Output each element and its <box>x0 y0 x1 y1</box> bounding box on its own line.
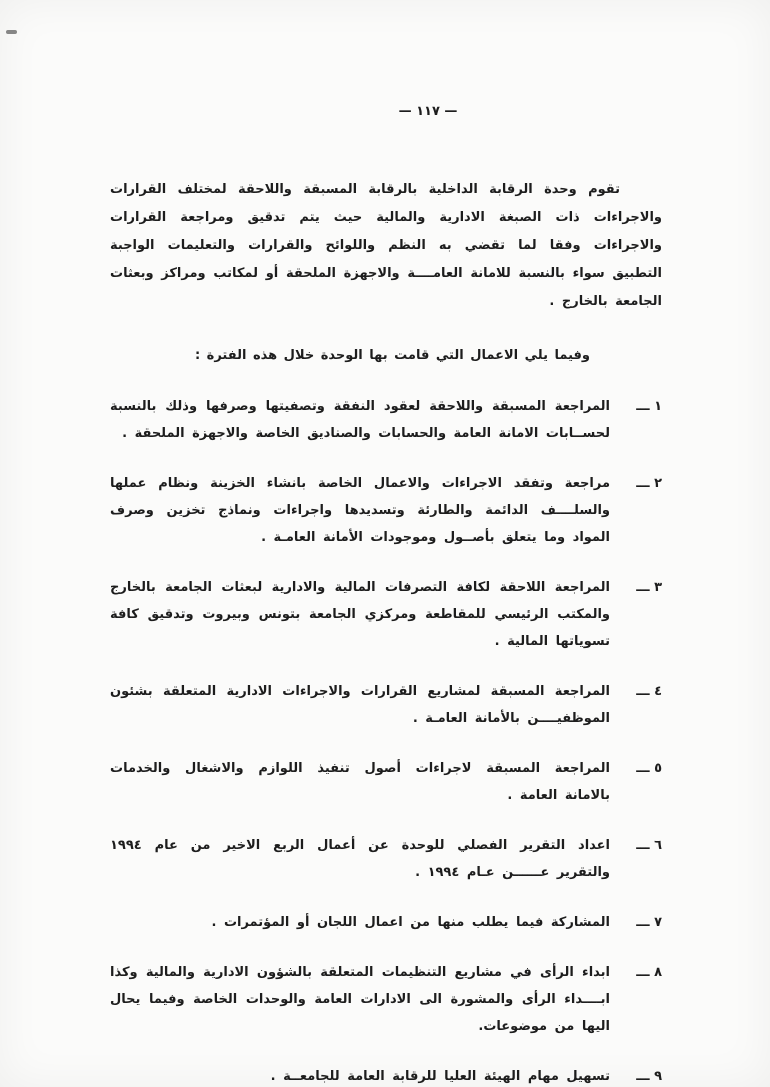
item-text: اعداد التقرير الفصلي للوحدة عن أعمال الربع الاخير من عام ١٩٩٤ والتقرير عــــــن عـام ١٩٩٤ . <box>110 838 610 880</box>
list-item <box>110 832 662 886</box>
list-item <box>110 678 662 732</box>
list-item <box>110 393 662 447</box>
item-number: ٣ ـــ <box>636 580 662 595</box>
item-number: ٦ ـــ <box>636 838 662 853</box>
item-number: ٩ ـــ <box>636 1069 662 1084</box>
list-item <box>110 574 662 655</box>
item-text: المراجعة المسبقة لاجراءات أصول تنفيذ اللوازم والاشغال والخدمات بالامانة العامة . <box>110 761 610 803</box>
list-item <box>110 909 662 936</box>
item-text: المشاركة فيما يطلب منها من اعمال اللجان أو المؤتمرات . <box>211 915 610 930</box>
list-item <box>110 755 662 809</box>
item-number: ٧ ـــ <box>636 915 662 930</box>
list-item <box>110 959 662 1040</box>
list-item <box>110 470 662 551</box>
item-text: تسهيل مهام الهيئة العليا للرقابة العامة للجامعــة . <box>270 1069 610 1084</box>
item-number: ٥ ـــ <box>636 761 662 776</box>
item-text: المراجعة المسبقة لمشاريع القرارات والاجراءات الادارية المتعلقة بشئون الموظفيــــن بالأمانة العامـة . <box>110 684 610 726</box>
document-body <box>110 176 662 1087</box>
scan-artifact <box>6 30 17 34</box>
item-number: ٨ ـــ <box>636 965 662 980</box>
item-text: ابداء الرأى في مشاريع التنظيمات المتعلقة بالشؤون الادارية والمالية وكذا ابــــداء الرأى والمشورة الى الادارات العامة والوحدات الخاصة وفيما يحال اليها من موضوعات. <box>110 965 610 1034</box>
item-number: ٤ ـــ <box>636 684 662 699</box>
page-number: — ١١٧ — <box>398 104 458 119</box>
item-number: ٢ ـــ <box>636 476 662 491</box>
item-text: المراجعة المسبقة واللاحقة لعقود النفقة وتصفيتها وصرفها وذلك بالنسبة لحســابات الامانة العامة والحسابات والصناديق الخاصة والاجهزة الملحقة . <box>110 399 610 441</box>
item-text: المراجعة اللاحقة لكافة التصرفات المالية والادارية لبعثات الجامعة بالخارج والمكتب الرئيسي للمقاطعة ومركزي الجامعة بتونس وبيروت وتدقيق كافة تسوياتها المالية . <box>110 580 610 649</box>
item-number: ١ ـــ <box>636 399 662 414</box>
intro-paragraph: تقوم وحدة الرقابة الداخلية بالرقابة المسبقة واللاحقة لمختلف القرارات والاجراءات ذات الصبغة الادارية والمالية حيث يتم تدقيق ومراجعة القرارات والاجراءات وفقا لما تقضي به النظم واللوائح والقرارات والتعليمات الواجبة التطبيق سواء بالنسبة للامانة العامــــة والاجهزة الملحقة أو لمكاتب ومراكز وبعثات الجامعة بالخارج . <box>110 182 662 309</box>
list-lead-in: وفيما يلي الاعمال التي قامت بها الوحدة خلال هذه الفترة : <box>194 348 590 363</box>
list-item <box>110 1063 662 1087</box>
item-text: مراجعة وتفقد الاجراءات والاعمال الخاصة بانشاء الخزينة ونظام عملها والسلــــف الدائمة والطارئة وتسديدها واجراءات ونماذج تخزين وصرف المواد وما يتعلق بأصــول وموجودات الأمانة العامـة . <box>110 476 610 545</box>
